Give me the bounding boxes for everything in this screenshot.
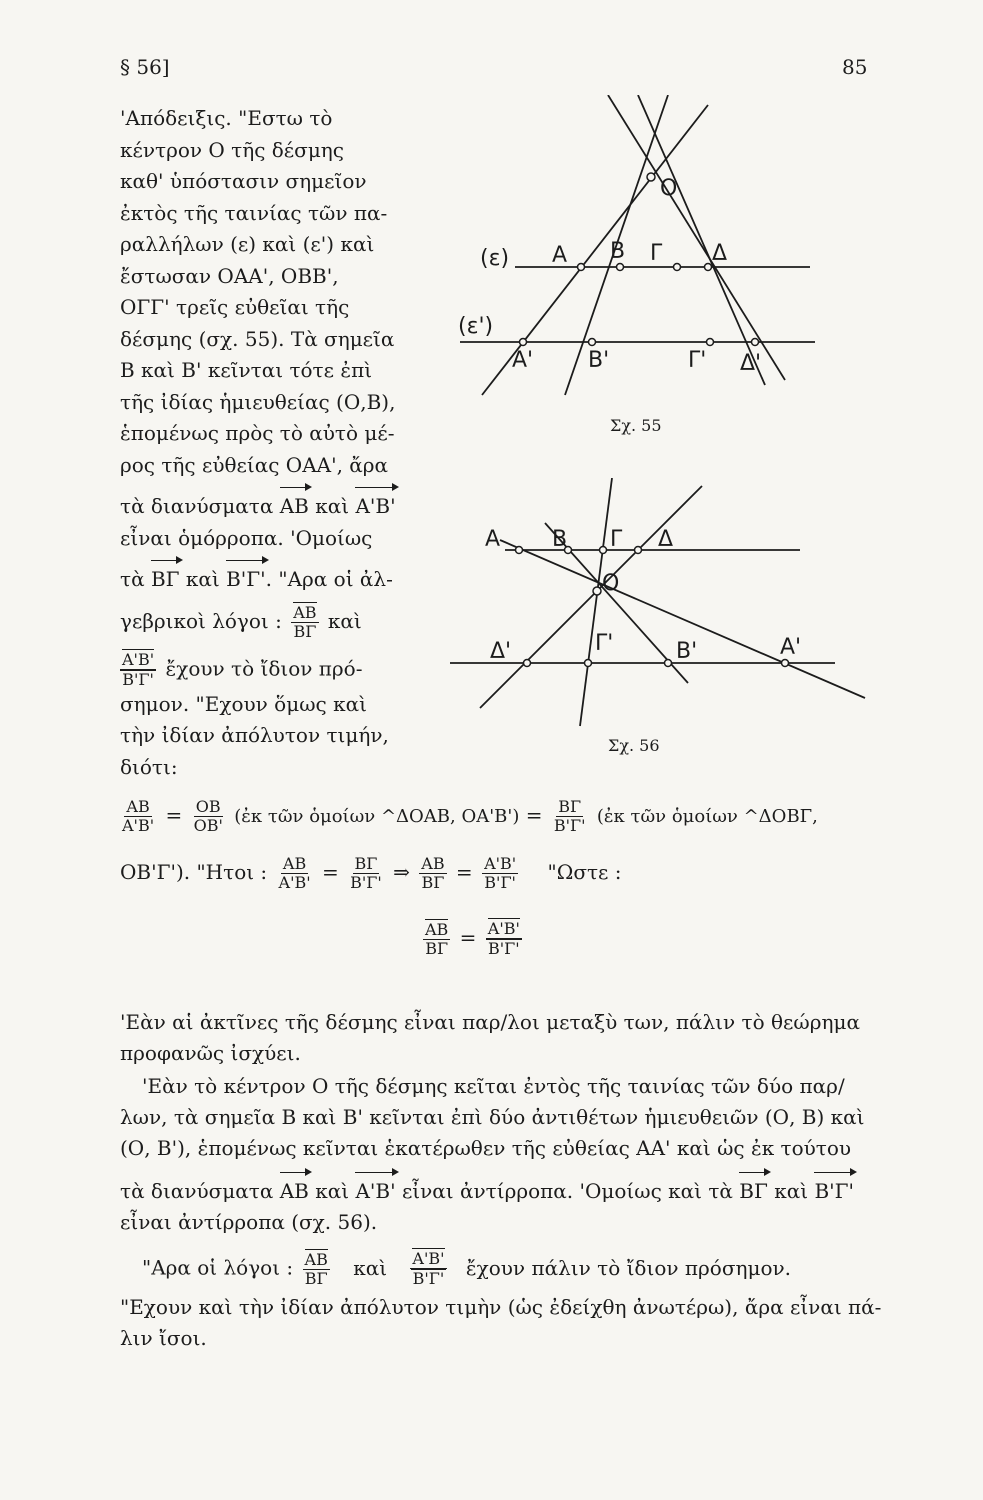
- ray-AA2: [500, 540, 865, 698]
- numerator: ΟΒ: [195, 797, 221, 816]
- label-B2: Β': [676, 639, 698, 664]
- denominator: Β'Γ': [484, 873, 516, 892]
- label-G2: Γ': [595, 631, 614, 656]
- figure-55: [440, 95, 830, 435]
- page-number: 85: [842, 55, 868, 79]
- point-A: [578, 264, 585, 271]
- text: γεβρικοὶ λόγοι :: [120, 608, 282, 633]
- text-line: κέντρον Ο τῆς δέσμης: [120, 137, 344, 162]
- denominator: Β'Γ': [488, 939, 520, 958]
- ratio-line: [120, 1250, 890, 1288]
- vector-B2G2: Β'Γ': [814, 1176, 854, 1207]
- numerator: ΑΒ: [293, 602, 317, 622]
- text-line: διότι:: [120, 754, 178, 779]
- same-sign-line: [120, 651, 400, 689]
- text-line: "Εχουν καὶ τὴν ἰδίαν ἀπόλυτον τιμὴν (ὡς ἐδείχθη ἀνωτέρω), ἄρα εἶναι πά-: [120, 1295, 882, 1319]
- point-G: [600, 547, 607, 554]
- label-D: Δ: [712, 241, 728, 266]
- label-e: (ε): [480, 246, 510, 271]
- text-line: ρος τῆς εὐθείας ΟΑΑ', ἄρα: [120, 452, 389, 477]
- equation-2: ΟΒ'Γ'). "Ητοι : $\frac{AB}{A'B'}$ = $\frac{B\Gamma}{B'\Gamma'}$ ⇒ $\frac{AB}{B\Gamma}$ = $\frac{A'B'}{B'\Gamma'}$ "Ωστε :: [120, 854, 622, 892]
- numerator: Α'Β': [487, 919, 520, 938]
- text: "Αρα οἱ λόγοι :: [142, 1255, 294, 1280]
- numerator: Α'Β': [484, 854, 517, 873]
- denominator: ΟΒ': [193, 816, 223, 835]
- fraction: [482, 855, 518, 892]
- denominator: ΒΓ: [304, 1268, 328, 1288]
- numerator: Α'Β': [122, 649, 155, 669]
- fraction: [552, 798, 588, 835]
- point-O: [593, 587, 601, 595]
- text-line: ἑπομένως πρὸς τὸ αὐτὸ μέ-: [120, 421, 395, 445]
- point-G2: [585, 660, 592, 667]
- fraction: [419, 855, 446, 892]
- fraction: [192, 798, 225, 835]
- denominator: Β'Γ': [122, 669, 154, 689]
- denominator: Β'Γ': [350, 873, 382, 892]
- numerator: ΑΒ: [304, 1249, 328, 1269]
- label-A: Α: [552, 243, 568, 268]
- text: "Ωστε :: [547, 860, 622, 884]
- text-line: Β καὶ Β' κεῖνται τότε ἐπὶ: [120, 358, 373, 382]
- label-A: Α: [485, 527, 501, 552]
- text-line: σημον. "Εχουν ὅμως καὶ: [120, 691, 367, 716]
- point-A2: [782, 660, 789, 667]
- text-line: δέσμης (σχ. 55). Τὰ σημεῖα: [120, 326, 395, 351]
- fraction-A2B2-B2G2: [486, 920, 522, 958]
- text: καὶ: [327, 608, 362, 633]
- numerator: ΒΓ: [558, 797, 582, 816]
- label-A2: Α': [780, 635, 802, 660]
- text: ἔχουν πάλιν τὸ ἴδιον πρόσημον.: [465, 1255, 792, 1280]
- label-D2: Δ': [490, 639, 512, 664]
- point-B: [617, 264, 624, 271]
- text: καὶ: [185, 567, 220, 591]
- text-line: τὴν ἰδίαν ἀπόλυτον τιμήν,: [120, 723, 389, 747]
- vector-A2B2: Α'Β': [355, 1176, 395, 1207]
- ray-OD: [608, 95, 785, 380]
- point-A: [516, 547, 523, 554]
- text: τὰ διανύσματα: [120, 1179, 274, 1203]
- label-B: Β: [610, 239, 626, 264]
- label-O: Ο: [602, 571, 620, 596]
- vector-line: [120, 491, 400, 523]
- vector-A2B2: Α'Β': [355, 491, 395, 523]
- text-line: (Ο, Β'), ἑπομένως κεῖνται ἑκατέρωθεν τῆς εὐθείας ΑΑ' καὶ ὡς ἐκ τούτου: [120, 1136, 852, 1160]
- fraction: [120, 798, 156, 835]
- vector-BG: ΒΓ: [739, 1176, 768, 1207]
- text: καὶ: [315, 1179, 350, 1203]
- fraction-A2B2-B2G2: [410, 1250, 446, 1288]
- text-line: εἶναι ὁμόρροπα. 'Ομοίως: [120, 525, 373, 550]
- numerator: ΒΓ: [354, 854, 378, 873]
- denominator: ΒΓ: [293, 621, 317, 641]
- numerator: ΑΒ: [126, 797, 150, 816]
- algebraic-ratio-line: [120, 604, 400, 641]
- text: τὰ: [120, 567, 145, 591]
- paragraph-parallel-rays: [120, 1007, 890, 1069]
- denominator: Β'Γ': [553, 816, 586, 835]
- text-line: 'Απόδειξις. "Εστω τὸ: [120, 106, 333, 130]
- proof-left-column: [120, 103, 400, 783]
- text-line: 'Εὰν τὸ κέντρον Ο τῆς δέσμης κεῖται ἐντὸς τῆς ταινίας τῶν δύο παρ/: [142, 1074, 845, 1098]
- point-D2: [752, 339, 759, 346]
- fraction-A2B2-B2G2: [120, 651, 156, 689]
- denominator: Α'Β': [278, 873, 311, 892]
- point-A2: [520, 339, 527, 346]
- point-G: [674, 264, 681, 271]
- text: τὰ διανύσματα: [120, 494, 274, 518]
- text: ἔχουν τὸ ἴδιον πρό-: [165, 656, 363, 680]
- vector-line: [120, 564, 400, 596]
- fraction-AB-BG: [291, 604, 318, 641]
- label-D: Δ: [658, 527, 674, 552]
- denominator: ΒΓ: [425, 938, 449, 958]
- text-line: ἐκτὸς τῆς ταινίας τῶν πα-: [120, 200, 388, 225]
- text-line: προφανῶς ἰσχύει.: [120, 1041, 301, 1065]
- numerator: ΑΒ: [282, 854, 307, 873]
- text-line: 'Εὰν αἱ ἀκτῖνες τῆς δέσμης εἶναι παρ/λοι μεταξὺ των, πάλιν τὸ θεώρημα: [120, 1010, 860, 1034]
- label-G2: Γ': [688, 348, 707, 373]
- text-line: λιν ἴσοι.: [120, 1326, 207, 1350]
- text-line: λων, τὰ σημεῖα Β καὶ Β' κεῖνται ἐπὶ δύο ἀντιθέτων ἡμιευθειῶν (Ο, Β) καὶ: [120, 1105, 865, 1129]
- text: (ἐκ τῶν ὁμοίων ^ΔΟΑΒ, ΟΑ'Β'): [234, 806, 520, 827]
- point-G2: [707, 339, 714, 346]
- denominator: ΒΓ: [421, 873, 445, 892]
- text-line: ΟΓΓ' τρεῖς εὐθεῖαι τῆς: [120, 295, 350, 319]
- figure-56-caption: Σχ. 56: [608, 736, 660, 755]
- vector-BG: ΒΓ: [151, 564, 180, 596]
- label-D2: Δ': [740, 351, 762, 376]
- point-O: [647, 173, 655, 181]
- implies-symbol: ⇒: [393, 860, 410, 884]
- fraction-AB-BG: [423, 921, 450, 958]
- text-line: ἔστωσαν ΟΑΑ', ΟΒΒ',: [120, 263, 339, 288]
- point-B2: [589, 339, 596, 346]
- text-line: ραλλήλων (ε) καὶ (ε') καὶ: [120, 232, 375, 256]
- label-G: Γ: [610, 527, 623, 552]
- denominator: Β'Γ': [412, 1269, 445, 1288]
- paragraph-center-inside: [120, 1071, 890, 1238]
- label-G: Γ: [650, 241, 663, 266]
- figure-55-caption: Σχ. 55: [610, 416, 662, 435]
- numerator: ΑΒ: [421, 854, 445, 873]
- equation-1: $\frac{AB}{A'B'}$ = $\frac{OB}{OB'}$ (ἐκ τῶν ὁμοίων ^ΔΟΑΒ, ΟΑ'Β') = $\frac{B\Gamma}{B'\Gamma'}$ (ἐκ τῶν ὁμοίων ^ΔΟΒΓ,: [122, 797, 818, 835]
- point-D: [635, 547, 642, 554]
- point-D: [705, 264, 712, 271]
- running-header-section: § 56]: [120, 55, 170, 79]
- label-A2: Α': [512, 348, 534, 373]
- equation-3: $\frac{AB}{B\Gamma}$ = $\frac{A'B'}{B'\Gamma'}$: [425, 919, 520, 958]
- ray-DD2: [480, 486, 702, 708]
- fraction: [277, 855, 313, 892]
- vector-AB: ΑΒ: [280, 1176, 309, 1207]
- label-O: Ο: [660, 176, 678, 201]
- text-line: εἶναι ἀντίρροπα (σχ. 56).: [120, 1210, 378, 1234]
- figure-56: [440, 478, 880, 748]
- paragraph-conclusion: [120, 1250, 890, 1354]
- fraction-AB-BG: [303, 1251, 330, 1288]
- label-B2: Β': [588, 348, 610, 373]
- vector-line: [120, 1176, 890, 1207]
- text: καὶ: [315, 494, 350, 518]
- vector-B2G2: Β'Γ': [226, 564, 266, 596]
- label-e2: (ε'): [458, 314, 494, 339]
- vector-AB: ΑΒ: [280, 491, 309, 523]
- denominator: Α'Β': [122, 816, 155, 835]
- text-line: καθ' ὑπόστασιν σημεῖον: [120, 169, 367, 193]
- text: καὶ: [353, 1255, 388, 1280]
- point-B2: [665, 660, 672, 667]
- numerator: Α'Β': [412, 1249, 445, 1268]
- text: ΟΒ'Γ'). "Ητοι :: [120, 860, 268, 884]
- fraction: [348, 855, 384, 892]
- label-B: Β: [552, 527, 568, 552]
- text: (ἐκ τῶν ὁμοίων ^ΔΟΒΓ,: [596, 806, 818, 827]
- text: καὶ: [774, 1179, 809, 1203]
- point-D2: [524, 660, 531, 667]
- text: . "Αρα οἱ ἀλ-: [265, 567, 393, 591]
- text: εἶναι ἀντίρροπα. 'Ομοίως καὶ τὰ: [401, 1179, 733, 1203]
- numerator: ΑΒ: [425, 919, 449, 939]
- text-line: τῆς ἰδίας ἡμιευθείας (Ο,Β),: [120, 389, 396, 414]
